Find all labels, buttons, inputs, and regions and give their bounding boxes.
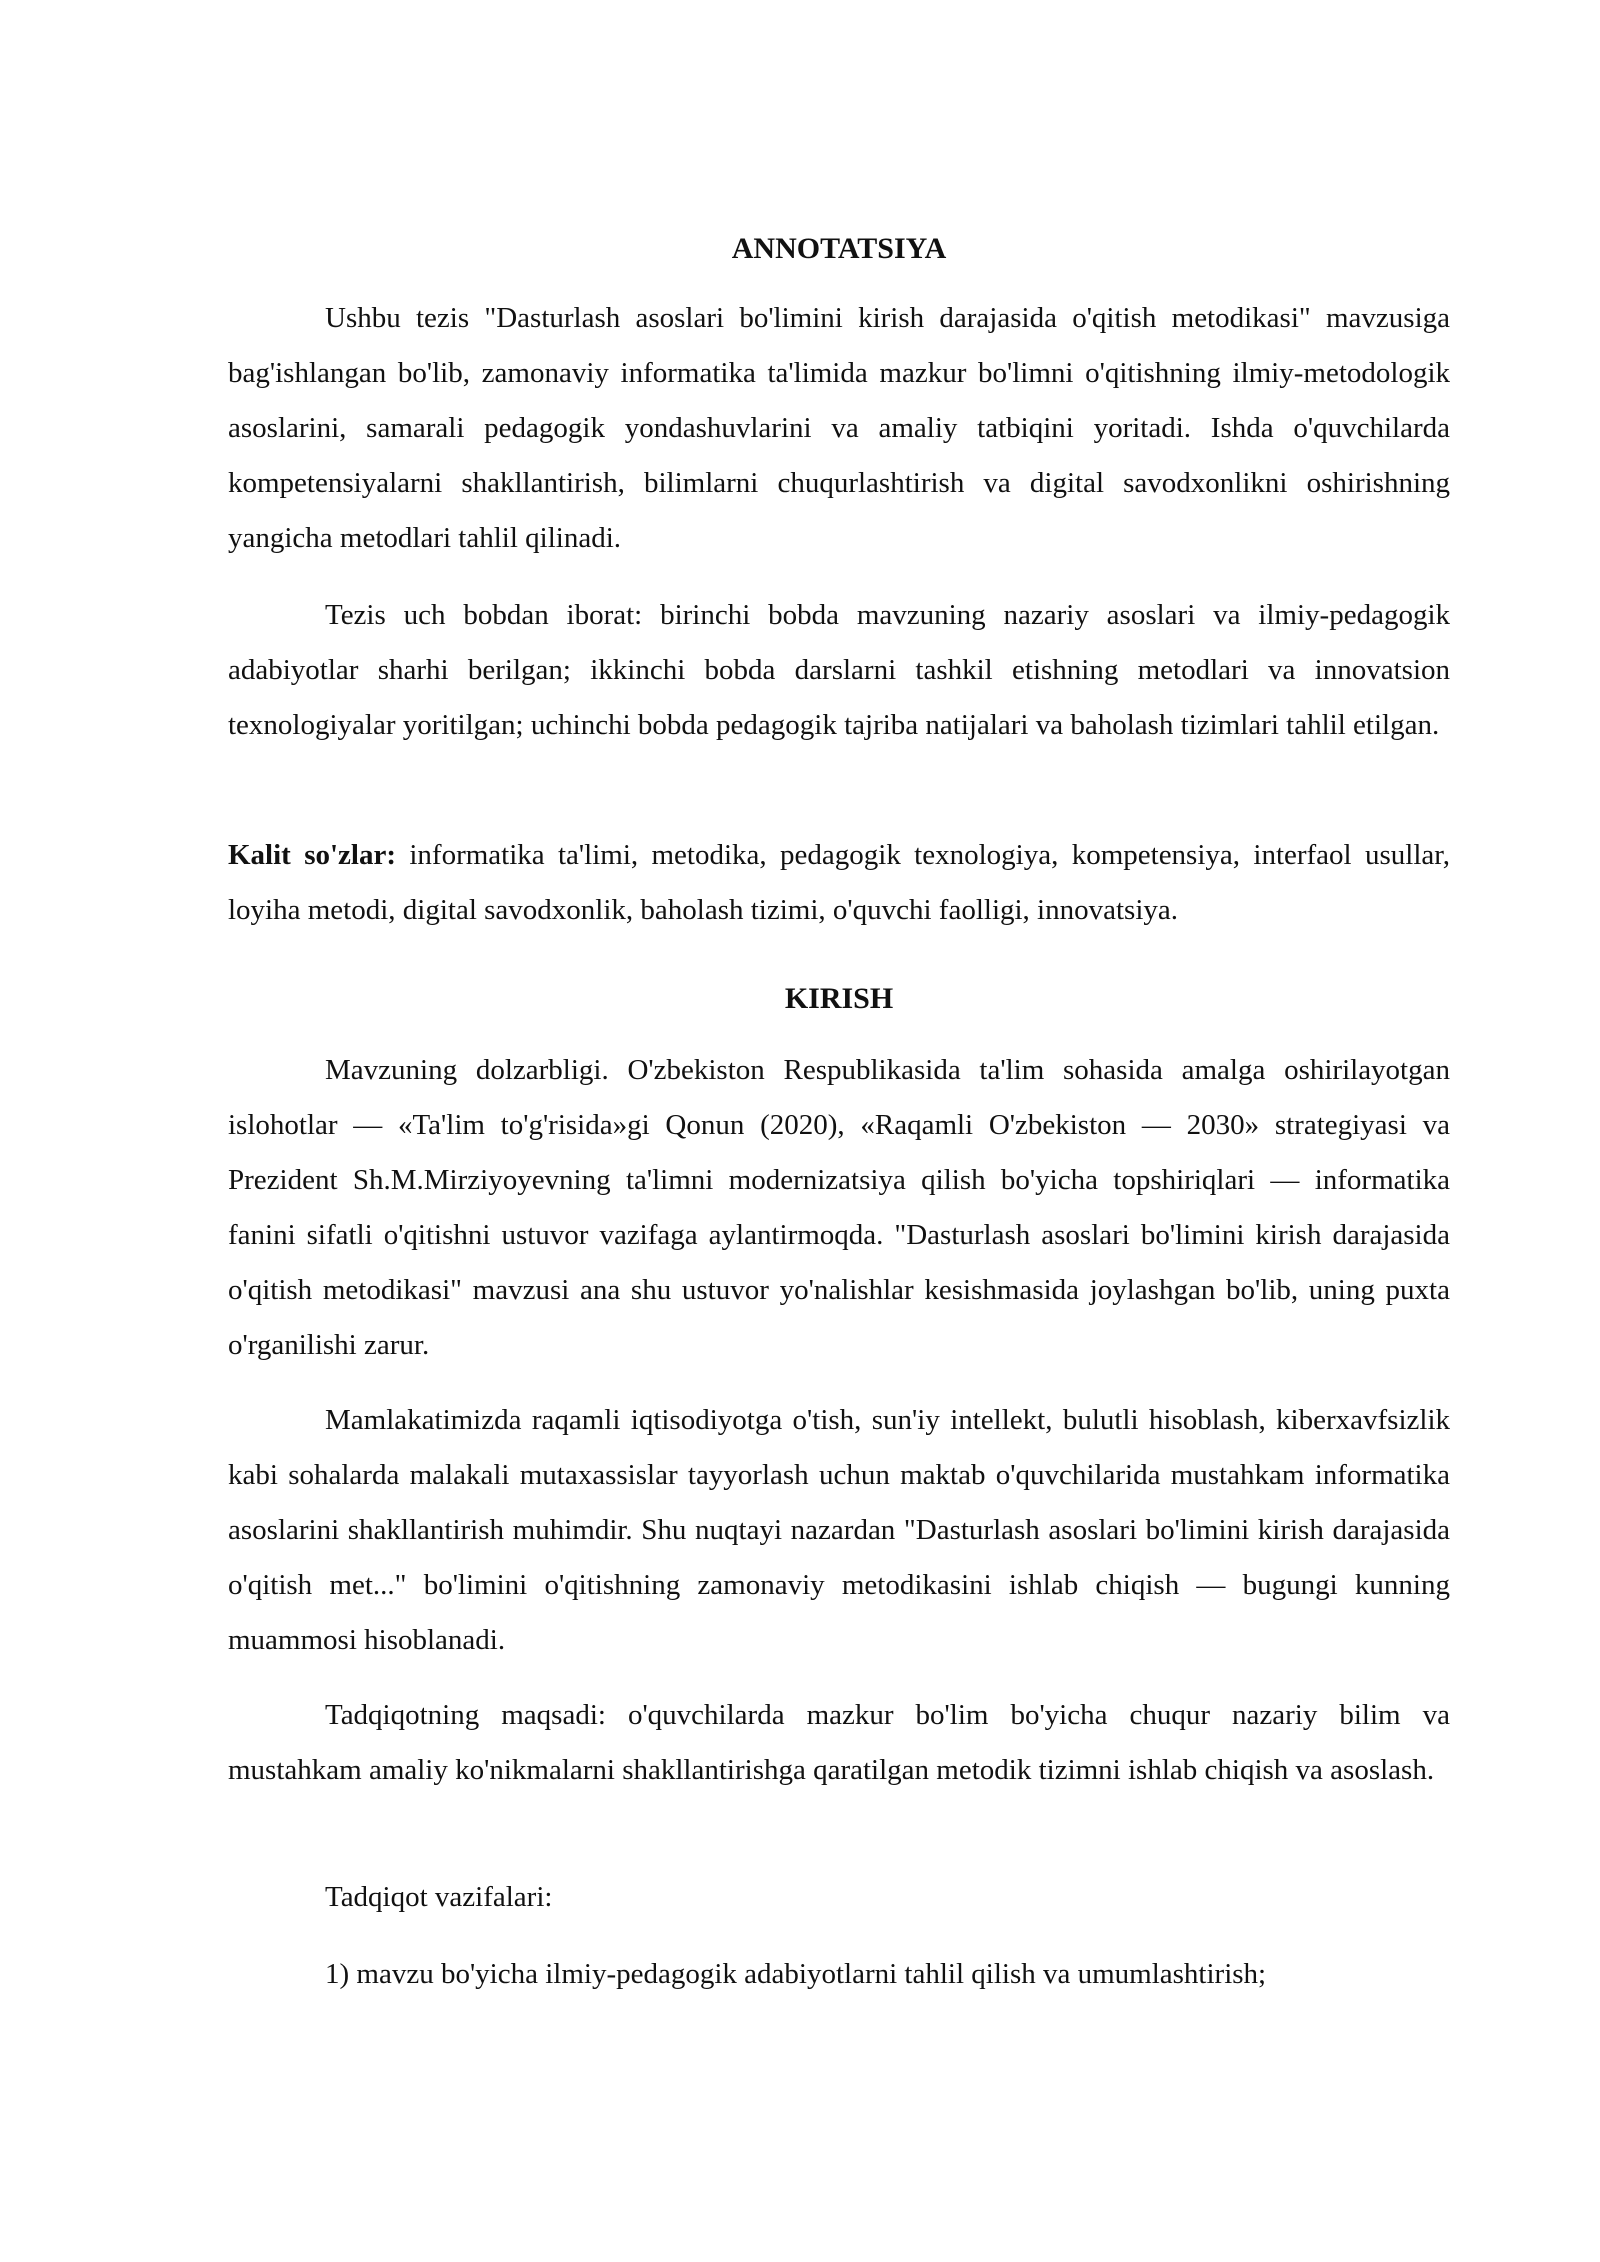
introduction-paragraph-4: Tadqiqot vazifalari: bbox=[325, 1881, 553, 1913]
annotation-paragraph-2: Tezis uch bobdan iborat: birinchi bobda mavzuning nazariy asoslari va ilmiy-pedagogik adabiyotlar sharhi berilgan; ikkinchi bobda darslarni tashkil etishning metodlari va innovatsion texnologiyalar yoritilgan; uchinchi bobda pedagogik tajriba natijalari va baholash tizimlari tahlil etilgan. bbox=[228, 599, 1450, 741]
annotation-paragraph-1: Ushbu tezis "Dasturlash asoslari bo'limini kirish darajasida o'qitish metodikasi" mavzusiga bag'ishlangan bo'lib, zamonaviy informatika ta'limida mazkur bo'limni o'qitishning ilmiy-metodologik asoslarini, samarali pedagogik yondashuvlarini va amaliy tatbiqini yoritadi. Ishda o'quvchilarda kompetensiyalarni shakllantirish, bilimlarni chuqurlashtirish va digital savodxonlikni oshirishning yangicha metodlari tahlil qilinadi. bbox=[228, 302, 1450, 554]
introduction-paragraph-3: Tadqiqotning maqsadi: o'quvchilarda mazkur bo'lim bo'yicha chuqur nazariy bilim va mustahkam amaliy ko'nikmalarni shakllantirishga qaratilgan metodik tizimni ishlab chiqish va asoslash. bbox=[228, 1699, 1450, 1786]
introduction-heading: KIRISH bbox=[784, 982, 894, 1015]
annotation-heading: ANNOTATSIYA bbox=[731, 232, 947, 265]
keywords-paragraph bbox=[228, 828, 1450, 938]
introduction-paragraph-1: Mavzuning dolzarbligi. O'zbekiston Respublikasida ta'lim sohasida amalga oshirilayotgan islohotlar — «Ta'lim to'g'risida»gi Qonun (2020), «Raqamli O'zbekiston — 2030» strategiyasi va Prezident Sh.M.Mirziyoyevning ta'limni modernizatsiya qilish bo'yicha topshiriqlari — informatika fanini sifatli o'qitishni ustuvor vazifaga aylantirmoqda. "Dasturlash asoslari bo'limini kirish darajasida o'qitish metodikasi" mavzusi ana shu ustuvor yo'nalishlar kesishmasida joylashgan bo'lib, uning puxta o'rganilishi zarur. bbox=[228, 1054, 1450, 1361]
keywords-label: Kalit so'zlar: bbox=[228, 839, 396, 871]
keywords-text: informatika ta'limi, metodika, pedagogik texnologiya, kompetensiya, interfaol usullar, loyiha metodi, digital savodxonlik, baholash tizimi, o'quvchi faolligi, innovatsiya. bbox=[228, 839, 1450, 926]
introduction-paragraph-5: 1) mavzu bo'yicha ilmiy-pedagogik adabiyotlarni tahlil qilish va umumlashtirish; bbox=[325, 1958, 1267, 1990]
introduction-paragraph-2: Mamlakatimizda raqamli iqtisodiyotga o'tish, sun'iy intellekt, bulutli hisoblash, kiberxavfsizlik kabi sohalarda malakali mutaxassislar tayyorlash uchun maktab o'quvchilarida mustahkam informatika asoslarini shakllantirish muhimdir. Shu nuqtayi nazardan "Dasturlash asoslari bo'limini kirish darajasida o'qitish met..." bo'limini o'qitishning zamonaviy metodikasini ishlab chiqish — bugungi kunning muammosi hisoblanadi. bbox=[228, 1404, 1450, 1656]
